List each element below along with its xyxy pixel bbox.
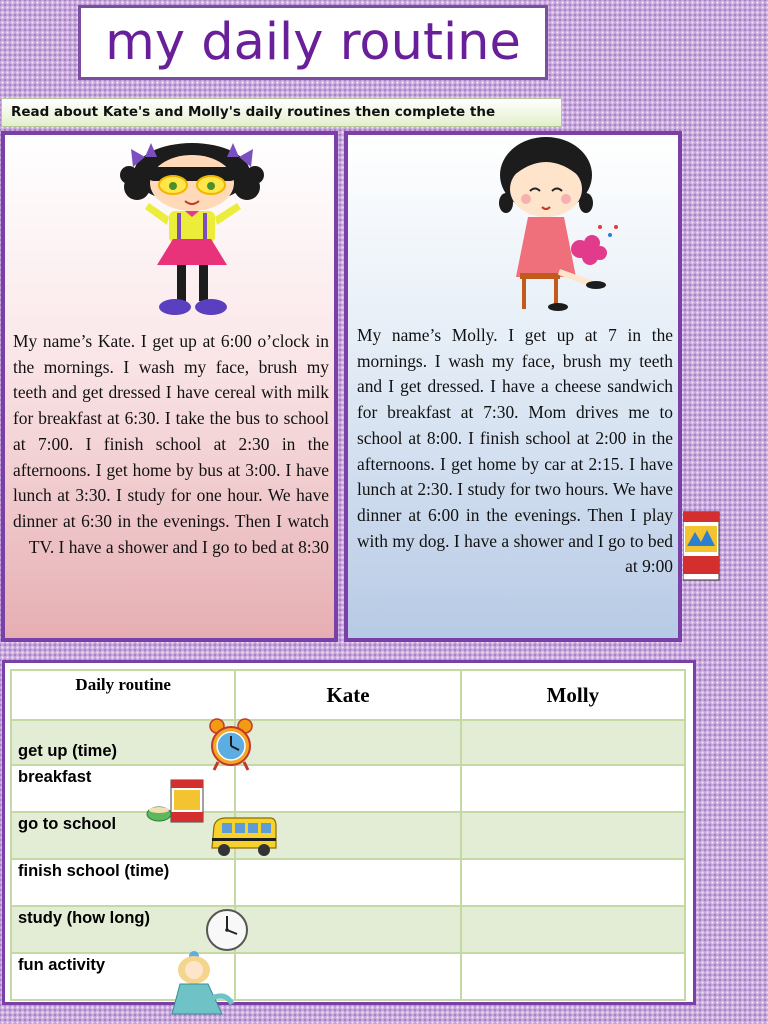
kate-answer-cell[interactable] bbox=[235, 720, 460, 765]
kate-answer-cell[interactable] bbox=[235, 765, 460, 812]
kate-panel bbox=[1, 131, 338, 642]
kate-story: My name’s Kate. I get up at 6:00 o’clock in the mornings. I wash my face, brush my teeth and get dressed I have cereal with milk for breakfast at 6:30. I take the bus to school at 7:00. I finish school at 2:30 in the afternoons. I get home by bus at 3:00. I have lunch at 3:30. I study for one hour. We have dinner at 6:30 in the evenings. Then I watch TV. I have a shower and I go to bed at 8:30 bbox=[13, 331, 329, 557]
table-row bbox=[11, 906, 685, 953]
school-bus-icon bbox=[208, 814, 280, 860]
table-row bbox=[11, 765, 685, 812]
table-row bbox=[11, 812, 685, 859]
title-box bbox=[78, 5, 548, 80]
routine-table-card bbox=[2, 660, 696, 1005]
table-row bbox=[11, 720, 685, 765]
row-label: go to school bbox=[11, 812, 235, 859]
molly-answer-cell[interactable] bbox=[461, 906, 685, 953]
fairy-doll-icon bbox=[166, 948, 238, 1018]
instruction-bar: Read about Kate's and Molly's daily routines then complete the bbox=[1, 98, 562, 127]
header-kate: Kate bbox=[235, 670, 460, 720]
girl-kate-illustration bbox=[117, 135, 267, 327]
routine-table bbox=[10, 669, 686, 1001]
row-label: breakfast bbox=[11, 765, 235, 812]
table-row bbox=[11, 953, 685, 1000]
cereal-box-partial-icon bbox=[683, 506, 723, 582]
molly-story: My name’s Molly. I get up at 7 in the mornings. I wash my face, brush my teeth and I get dressed. I have a cheese sandwich for breakfast at 7:30. Mom drives me to school at 8:00. I finish school at 2:00 in the afternoons. I get home by car at 2:15. I have lunch at 2:30. I study for two hours. We have dinner at 6:00 in the evenings. Then I play with my dog. I have a shower and I go to bed at 9:00 bbox=[357, 325, 673, 577]
kate-answer-cell[interactable] bbox=[235, 906, 460, 953]
row-label: get up (time) bbox=[11, 720, 235, 765]
row-label: finish school (time) bbox=[11, 859, 235, 906]
alarm-clock-icon bbox=[208, 718, 254, 772]
girl-molly-illustration bbox=[498, 137, 628, 315]
molly-answer-cell[interactable] bbox=[461, 812, 685, 859]
molly-panel bbox=[344, 131, 682, 642]
kate-answer-cell[interactable] bbox=[235, 859, 460, 906]
header-daily-routine: Daily routine bbox=[11, 670, 235, 720]
page-title: my daily routine bbox=[105, 13, 521, 72]
molly-answer-cell[interactable] bbox=[461, 953, 685, 1000]
row-label: study (how long) bbox=[11, 906, 235, 953]
header-molly: Molly bbox=[461, 670, 685, 720]
molly-answer-cell[interactable] bbox=[461, 765, 685, 812]
molly-answer-cell[interactable] bbox=[461, 720, 685, 765]
table-row bbox=[11, 859, 685, 906]
row-label: fun activity bbox=[11, 953, 235, 1000]
cereal-box-icon bbox=[145, 778, 207, 826]
kate-answer-cell[interactable] bbox=[235, 953, 460, 1000]
molly-answer-cell[interactable] bbox=[461, 859, 685, 906]
wall-clock-icon bbox=[205, 908, 249, 952]
